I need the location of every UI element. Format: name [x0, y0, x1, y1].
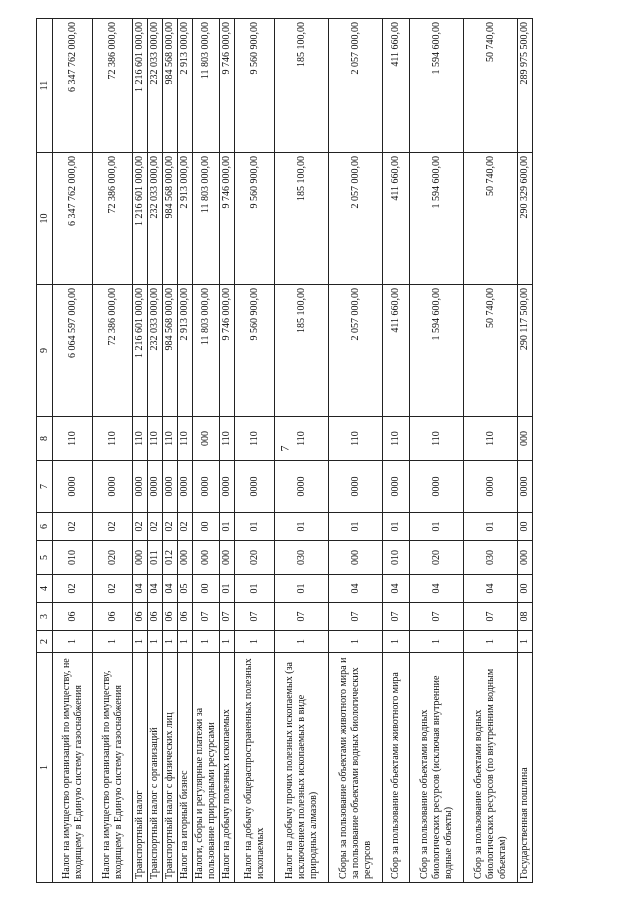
- row-cell-c9: 6 064 597 000,00: [53, 285, 93, 417]
- table-row: [133, 19, 148, 883]
- row-cell-c8: 110: [275, 417, 329, 461]
- row-cell-c3: 06: [163, 603, 178, 631]
- row-cell-c10: 185 100,00: [275, 153, 329, 285]
- row-cell-c7: 0000: [410, 461, 464, 513]
- row-cell-c10: 9 746 000,00: [220, 153, 235, 285]
- row-cell-c5: 000: [518, 541, 533, 575]
- row-name-cell: Сбор за пользование объектами водных биологических ресурсов (исключая внутренние водные объекты): [410, 653, 464, 883]
- row-cell-c11: 9 746 000,00: [220, 19, 235, 153]
- row-cell-c5: 030: [464, 541, 518, 575]
- column-header: 11: [37, 19, 53, 153]
- row-cell-c5: 000: [178, 541, 193, 575]
- row-cell-c6: 02: [163, 513, 178, 541]
- row-cell-c5: 000: [220, 541, 235, 575]
- row-cell-c2: 1: [163, 631, 178, 653]
- row-cell-c8: 110: [93, 417, 133, 461]
- table-row: [93, 19, 133, 883]
- header-row: [37, 19, 53, 883]
- row-cell-c5: 020: [410, 541, 464, 575]
- table-row: [220, 19, 235, 883]
- row-cell-c8: 000: [518, 417, 533, 461]
- row-cell-c8: 110: [220, 417, 235, 461]
- table-row: [518, 19, 533, 883]
- row-cell-c4: 02: [53, 575, 93, 603]
- table-row: [235, 19, 275, 883]
- row-cell-c11: 72 386 000,00: [93, 19, 133, 153]
- row-cell-c8: 110: [329, 417, 383, 461]
- row-cell-c9: 2 913 000,00: [178, 285, 193, 417]
- row-cell-c2: 1: [133, 631, 148, 653]
- column-header: 7: [37, 461, 53, 513]
- table-row: [193, 19, 220, 883]
- row-cell-c9: 290 117 500,00: [518, 285, 533, 417]
- row-cell-c3: 06: [53, 603, 93, 631]
- row-cell-c3: 07: [235, 603, 275, 631]
- row-cell-c3: 06: [133, 603, 148, 631]
- row-cell-c9: 1 216 601 000,00: [133, 285, 148, 417]
- row-cell-c11: 2 913 000,00: [178, 19, 193, 153]
- row-cell-c4: 04: [148, 575, 163, 603]
- row-cell-c9: 984 568 000,00: [163, 285, 178, 417]
- row-cell-c6: 01: [220, 513, 235, 541]
- row-cell-c4: 02: [93, 575, 133, 603]
- column-header: 1: [37, 653, 53, 883]
- row-cell-c2: 1: [193, 631, 220, 653]
- column-header: 5: [37, 541, 53, 575]
- row-cell-c9: 9 560 900,00: [235, 285, 275, 417]
- row-cell-c5: 000: [133, 541, 148, 575]
- row-cell-c11: 9 560 900,00: [235, 19, 275, 153]
- row-cell-c6: 01: [410, 513, 464, 541]
- row-cell-c9: 72 386 000,00: [93, 285, 133, 417]
- row-cell-c3: 07: [193, 603, 220, 631]
- row-cell-c8: 110: [148, 417, 163, 461]
- row-cell-c7: 0000: [329, 461, 383, 513]
- row-cell-c7: 0000: [518, 461, 533, 513]
- row-name-cell: Налог на имущество организаций по имуществу, входящему в Единую систему газоснабжения: [93, 653, 133, 883]
- row-cell-c6: 01: [235, 513, 275, 541]
- row-cell-c11: 50 740,00: [464, 19, 518, 153]
- row-cell-c6: 02: [178, 513, 193, 541]
- row-cell-c6: 02: [93, 513, 133, 541]
- row-cell-c8: 000: [193, 417, 220, 461]
- row-cell-c10: 2 913 000,00: [178, 153, 193, 285]
- row-cell-c5: 000: [193, 541, 220, 575]
- page-number: 7: [277, 445, 292, 452]
- table-row: [329, 19, 383, 883]
- column-header: 3: [37, 603, 53, 631]
- row-cell-c2: 1: [275, 631, 329, 653]
- row-name-cell: Налоги, сборы и регулярные платежи за пользование природными ресурсами: [193, 653, 220, 883]
- row-name-cell: Налог на имущество организаций по имуществу, не входящему в Единую систему газоснабжения: [53, 653, 93, 883]
- row-cell-c7: 0000: [464, 461, 518, 513]
- row-cell-c9: 11 803 000,00: [193, 285, 220, 417]
- row-cell-c11: 232 033 000,00: [148, 19, 163, 153]
- row-cell-c5: 020: [93, 541, 133, 575]
- row-cell-c9: 2 057 000,00: [329, 285, 383, 417]
- row-cell-c6: 01: [329, 513, 383, 541]
- table-row: [163, 19, 178, 883]
- budget-revenue-table: [36, 18, 533, 883]
- row-cell-c9: 232 033 000,00: [148, 285, 163, 417]
- row-cell-c4: 04: [410, 575, 464, 603]
- row-cell-c7: 0000: [148, 461, 163, 513]
- table-row: [410, 19, 464, 883]
- row-cell-c7: 0000: [163, 461, 178, 513]
- row-name-cell: Государственная пошлина: [518, 653, 533, 883]
- row-cell-c2: 1: [383, 631, 410, 653]
- row-cell-c2: 1: [220, 631, 235, 653]
- row-cell-c7: 0000: [93, 461, 133, 513]
- row-name-cell: Транспортный налог с физических лиц: [163, 653, 178, 883]
- row-cell-c5: 010: [383, 541, 410, 575]
- row-cell-c9: 50 740,00: [464, 285, 518, 417]
- row-cell-c4: 04: [329, 575, 383, 603]
- row-cell-c8: 110: [53, 417, 93, 461]
- row-cell-c6: 00: [518, 513, 533, 541]
- row-cell-c2: 1: [178, 631, 193, 653]
- table-row: [383, 19, 410, 883]
- column-header: 9: [37, 285, 53, 417]
- row-cell-c9: 1 594 600,00: [410, 285, 464, 417]
- row-cell-c11: 984 568 000,00: [163, 19, 178, 153]
- row-cell-c11: 2 057 000,00: [329, 19, 383, 153]
- table-row: [464, 19, 518, 883]
- row-name-cell: Транспортный налог: [133, 653, 148, 883]
- row-cell-c9: 9 746 000,00: [220, 285, 235, 417]
- row-name-cell: Налог на игорный бизнес: [178, 653, 193, 883]
- row-cell-c10: 1 594 600,00: [410, 153, 464, 285]
- column-header: 10: [37, 153, 53, 285]
- row-cell-c3: 07: [220, 603, 235, 631]
- column-header: 2: [37, 631, 53, 653]
- row-cell-c8: 110: [464, 417, 518, 461]
- row-cell-c10: 411 660,00: [383, 153, 410, 285]
- column-header: 4: [37, 575, 53, 603]
- row-cell-c10: 2 057 000,00: [329, 153, 383, 285]
- row-cell-c2: 1: [329, 631, 383, 653]
- row-cell-c7: 0000: [235, 461, 275, 513]
- row-name-cell: Налог на добычу полезных ископаемых: [220, 653, 235, 883]
- row-cell-c2: 1: [410, 631, 464, 653]
- row-cell-c5: 011: [148, 541, 163, 575]
- row-cell-c4: 04: [383, 575, 410, 603]
- table-body: [53, 19, 533, 883]
- row-cell-c6: 02: [133, 513, 148, 541]
- row-cell-c3: 07: [410, 603, 464, 631]
- row-cell-c11: 185 100,00: [275, 19, 329, 153]
- row-cell-c5: 020: [235, 541, 275, 575]
- row-cell-c7: 0000: [383, 461, 410, 513]
- row-cell-c7: 0000: [193, 461, 220, 513]
- row-cell-c8: 110: [235, 417, 275, 461]
- row-cell-c7: 0000: [133, 461, 148, 513]
- column-header: 6: [37, 513, 53, 541]
- table-row: [53, 19, 93, 883]
- row-cell-c11: 6 347 762 000,00: [53, 19, 93, 153]
- row-name-cell: Сборы за пользование объектами животного мира и за пользование объектами водных биологических ресурсов: [329, 653, 383, 883]
- row-cell-c11: 1 594 600,00: [410, 19, 464, 153]
- row-cell-c7: 0000: [53, 461, 93, 513]
- row-cell-c6: 01: [275, 513, 329, 541]
- row-cell-c6: 00: [193, 513, 220, 541]
- row-cell-c10: 6 347 762 000,00: [53, 153, 93, 285]
- row-name-cell: Транспортный налог с организаций: [148, 653, 163, 883]
- row-cell-c4: 04: [163, 575, 178, 603]
- row-cell-c2: 1: [53, 631, 93, 653]
- row-cell-c4: 00: [193, 575, 220, 603]
- row-cell-c3: 07: [464, 603, 518, 631]
- row-cell-c4: 05: [178, 575, 193, 603]
- row-cell-c11: 289 975 500,00: [518, 19, 533, 153]
- row-cell-c9: 185 100,00: [275, 285, 329, 417]
- row-cell-c7: 0000: [220, 461, 235, 513]
- row-name-cell: Сбор за пользование объектами животного мира: [383, 653, 410, 883]
- table-row: [148, 19, 163, 883]
- table-row: [178, 19, 193, 883]
- row-cell-c4: 01: [235, 575, 275, 603]
- row-cell-c6: 01: [383, 513, 410, 541]
- row-name-cell: Сбор за пользование объектами водных биологических ресурсов (по внутренним водным объектам): [464, 653, 518, 883]
- row-cell-c3: 06: [148, 603, 163, 631]
- row-cell-c5: 030: [275, 541, 329, 575]
- column-header: 8: [37, 417, 53, 461]
- row-cell-c3: 08: [518, 603, 533, 631]
- row-cell-c6: 02: [148, 513, 163, 541]
- row-cell-c3: 07: [383, 603, 410, 631]
- rotated-table-container: [36, 19, 533, 883]
- row-cell-c8: 110: [410, 417, 464, 461]
- row-cell-c11: 411 660,00: [383, 19, 410, 153]
- row-cell-c3: 06: [178, 603, 193, 631]
- row-cell-c10: 1 216 601 000,00: [133, 153, 148, 285]
- row-cell-c10: 290 329 600,00: [518, 153, 533, 285]
- row-cell-c9: 411 660,00: [383, 285, 410, 417]
- table-row: [275, 19, 329, 883]
- row-cell-c8: 110: [383, 417, 410, 461]
- row-cell-c8: 110: [163, 417, 178, 461]
- row-cell-c10: 232 033 000,00: [148, 153, 163, 285]
- row-cell-c8: 110: [178, 417, 193, 461]
- row-cell-c10: 50 740,00: [464, 153, 518, 285]
- row-cell-c7: 0000: [275, 461, 329, 513]
- row-cell-c2: 1: [93, 631, 133, 653]
- row-cell-c4: 01: [275, 575, 329, 603]
- row-cell-c5: 012: [163, 541, 178, 575]
- row-cell-c4: 04: [133, 575, 148, 603]
- row-cell-c3: 06: [93, 603, 133, 631]
- row-cell-c3: 07: [275, 603, 329, 631]
- row-cell-c2: 1: [235, 631, 275, 653]
- row-name-cell: Налог на добычу прочих полезных ископаемых (за исключением полезных ископаемых в виде природных алмазов): [275, 653, 329, 883]
- row-cell-c4: 04: [464, 575, 518, 603]
- row-cell-c8: 110: [133, 417, 148, 461]
- row-cell-c7: 0000: [178, 461, 193, 513]
- row-cell-c4: 00: [518, 575, 533, 603]
- row-cell-c4: 01: [220, 575, 235, 603]
- row-cell-c10: 9 560 900,00: [235, 153, 275, 285]
- row-cell-c11: 1 216 601 000,00: [133, 19, 148, 153]
- row-cell-c10: 984 568 000,00: [163, 153, 178, 285]
- row-name-cell: Налог на добычу общераспространенных полезных ископаемых: [235, 653, 275, 883]
- row-cell-c5: 000: [329, 541, 383, 575]
- row-cell-c2: 1: [464, 631, 518, 653]
- row-cell-c11: 11 803 000,00: [193, 19, 220, 153]
- row-cell-c10: 11 803 000,00: [193, 153, 220, 285]
- row-cell-c3: 07: [329, 603, 383, 631]
- row-cell-c10: 72 386 000,00: [93, 153, 133, 285]
- row-cell-c6: 01: [464, 513, 518, 541]
- row-cell-c2: 1: [148, 631, 163, 653]
- row-cell-c5: 010: [53, 541, 93, 575]
- row-cell-c6: 02: [53, 513, 93, 541]
- row-cell-c2: 1: [518, 631, 533, 653]
